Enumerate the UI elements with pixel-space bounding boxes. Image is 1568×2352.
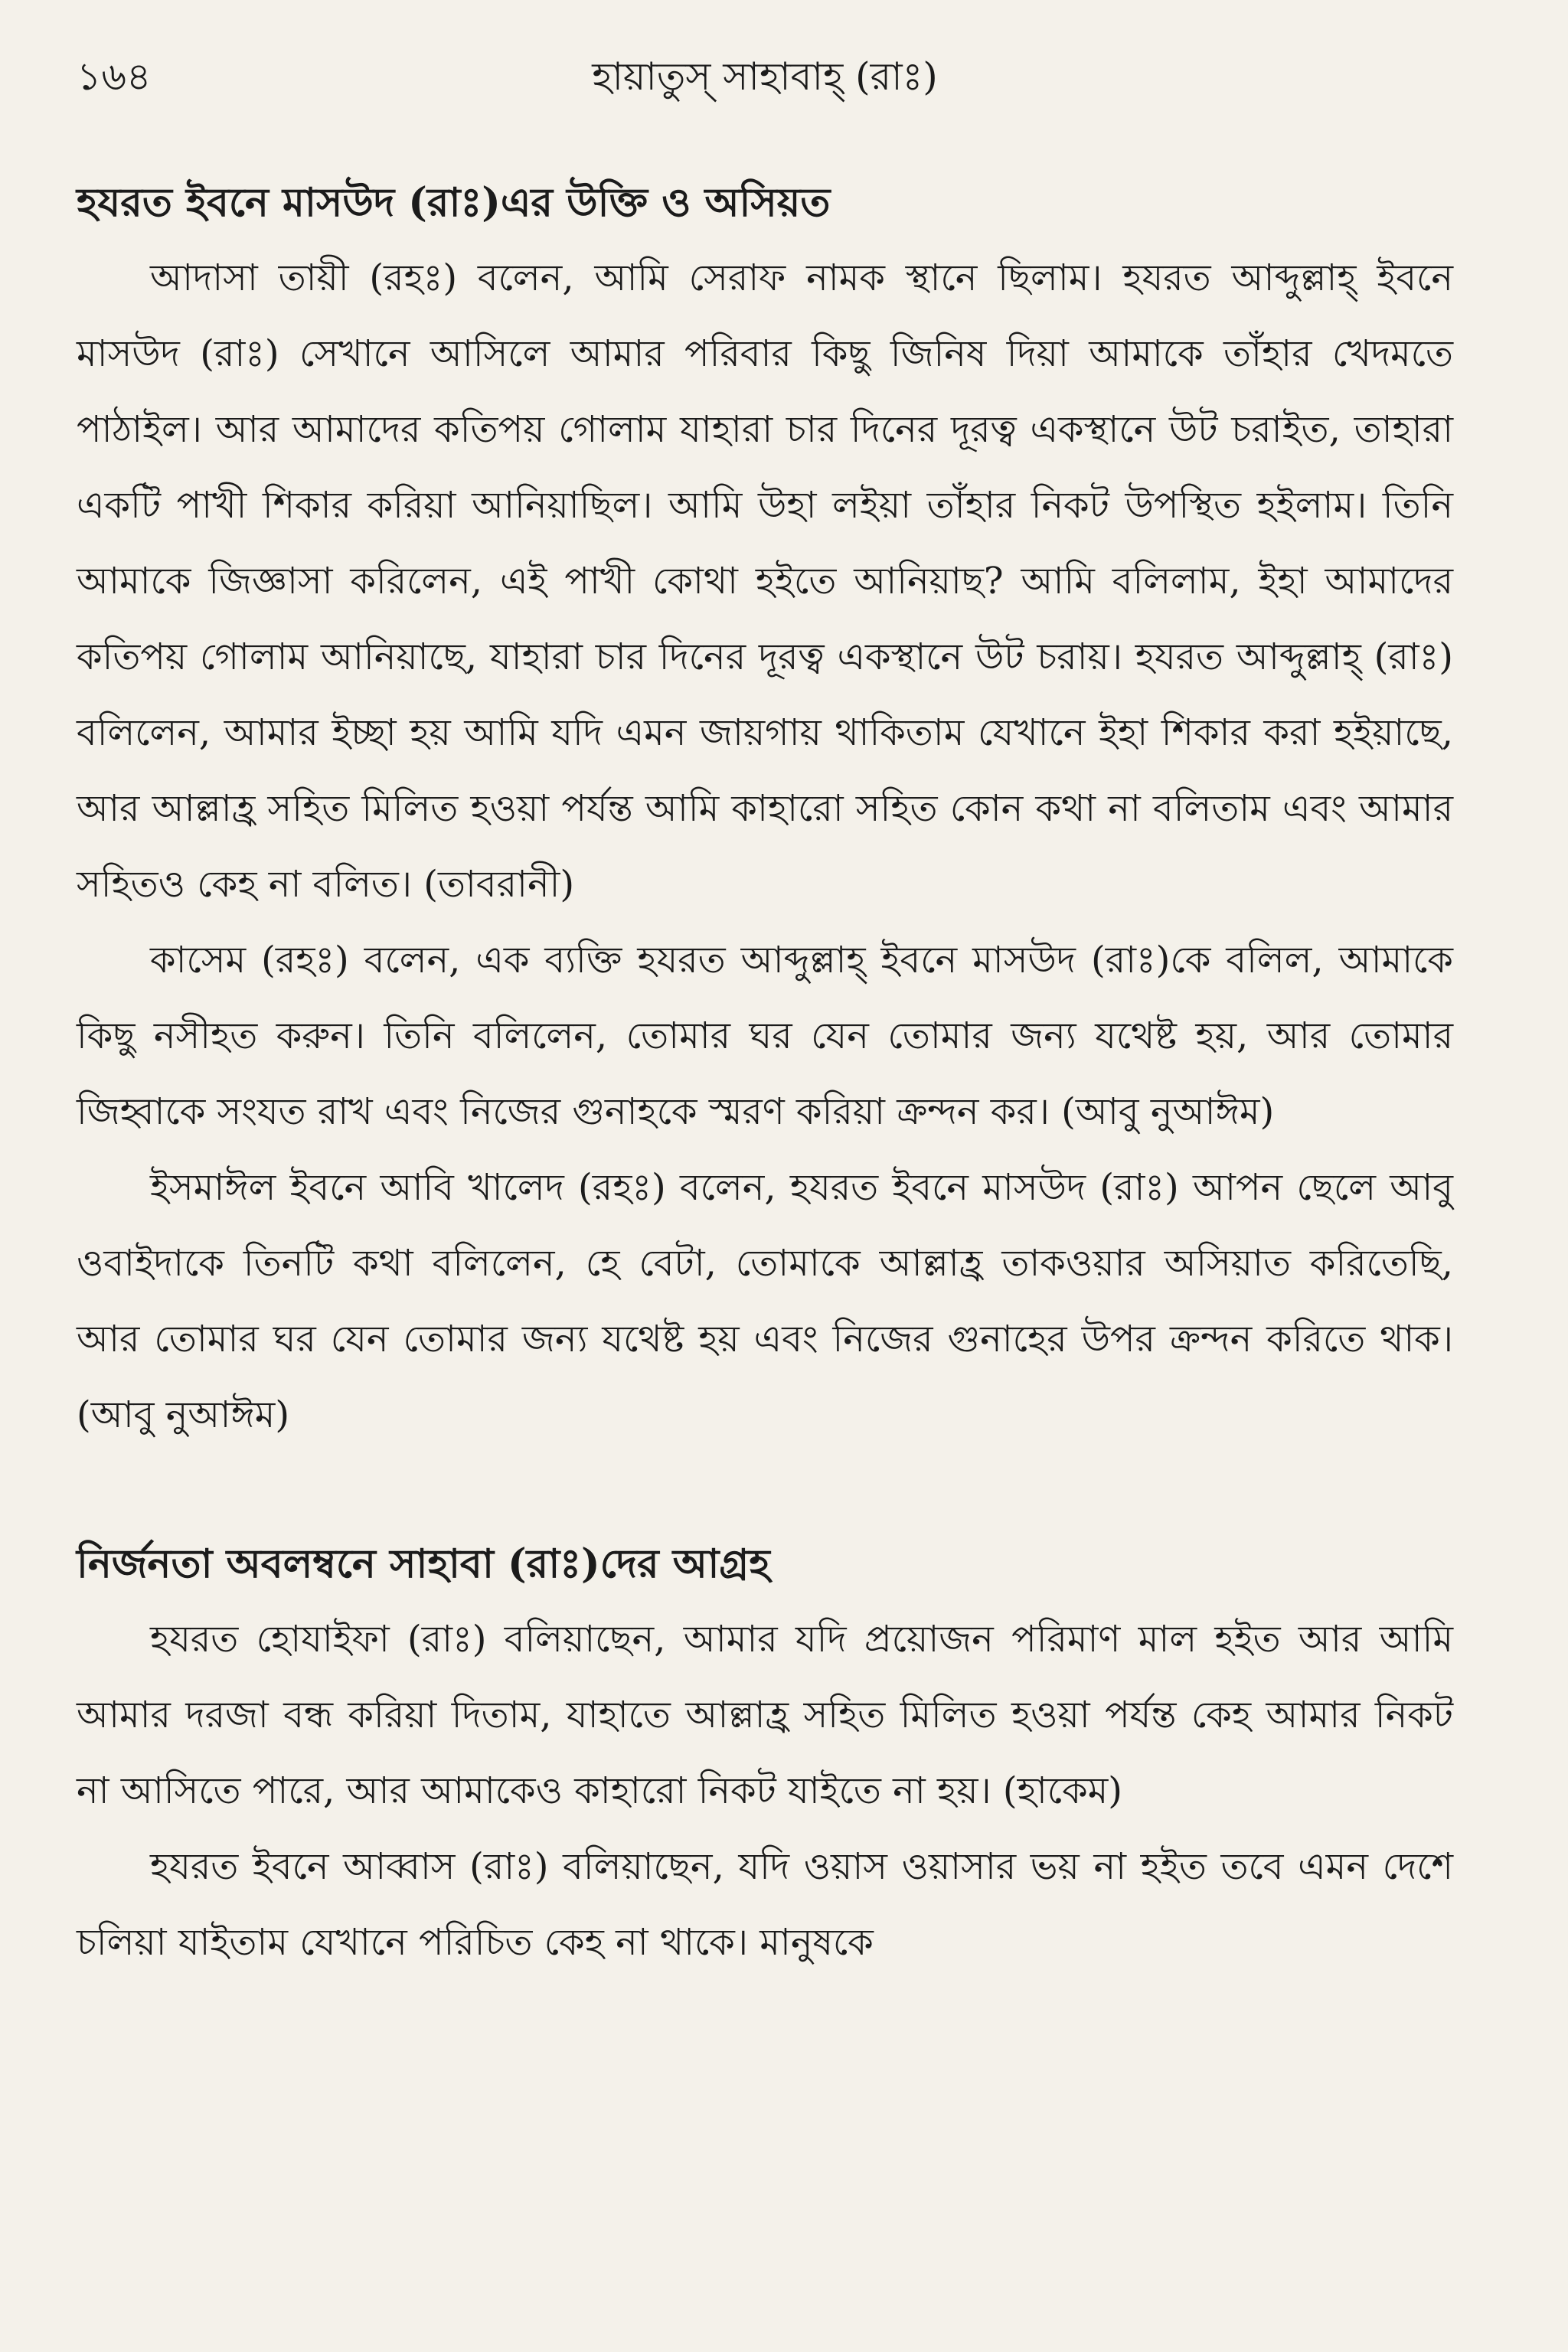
section-heading: হযরত ইবনে মাসউদ (রাঃ)এর উক্তি ও অসিয়ত [77,179,831,226]
page-number: ১৬৪ [77,54,152,99]
paragraph: হযরত ইবনে আব্বাস (রাঃ) বলিয়াছেন, যদি ওয়াস ওয়াসার ভয় না হইত তবে এমন দেশে চলিয়া যাইতাম যেখানে পরিচিত কেহ না থাকে। মানুষকে [77,1845,1453,1964]
paragraph: আদাসা তায়ী (রহঃ) বলেন, আমি সেরাফ নামক স্থানে ছিলাম। হযরত আব্দুল্লাহ্ ইবনে মাসউদ (রাঃ) সেখানে আসিলে আমার পরিবার কিছু জিনিষ দিয়া আমাকে তাঁহার খেদমতে পাঠাইল। আর আমাদের কতিপয় গোলাম যাহারা চার দিনের দূরত্ব একস্থানে উট চরাইত, তাহারা একটি পাখী শিকার করিয়া আনিয়াছিল। আমি উহা লইয়া তাঁহার নিকট উপস্থিত হইলাম। তিনি আমাকে জিজ্ঞাসা করিলেন, এই পাখী কোথা হইতে আনিয়াছ? আমি বলিলাম, ইহা আমাদের কতিপয় গোলাম আনিয়াছে, যাহারা চার দিনের দূরত্ব একস্থানে উট চরায়। হযরত আব্দুল্লাহ্ (রাঃ) বলিলেন, আমার ইচ্ছা হয় আমি যদি এমন জায়গায় থাকিতাম যেখানে ইহা শিকার করা হইয়াছে, আর আল্লাহ্র সহিত মিলিত হওয়া পর্যন্ত আমি কাহারো সহিত কোন কথা না বলিতাম এবং আমার সহিতও কেহ না বলিত। (তাবরানী) [77,256,1453,906]
paragraph: হযরত হোযাইফা (রাঃ) বলিয়াছেন, আমার যদি প্রয়োজন পরিমাণ মাল হইত আর আমি আমার দরজা বন্ধ করিয়া দিতাম, যাহাতে আল্লাহ্র সহিত মিলিত হওয়া পর্যন্ত কেহ আমার নিকট না আসিতে পারে, আর আমাকেও কাহারো নিকট যাইতে না হয়। (হাকেম) [77,1618,1453,1812]
paragraph: ইসমাঈল ইবনে আবি খালেদ (রহঃ) বলেন, হযরত ইবনে মাসউদ (রাঃ) আপন ছেলে আবু ওবাইদাকে তিনটি কথা বলিলেন, হে বেটা, তোমাকে আল্লাহ্র তাকওয়ার অসিয়াত করিতেছি, আর তোমার ঘর যেন তোমার জন্য যথেষ্ট হয় এবং নিজের গুনাহের উপর ক্রন্দন করিতে থাক। (আবু নুআঈম) [77,1166,1453,1436]
running-title: হায়াতুস্ সাহাবাহ্ (রাঃ) [592,54,938,99]
paragraph: কাসেম (রহঃ) বলেন, এক ব্যক্তি হযরত আব্দুল্লাহ্ ইবনে মাসউদ (রাঃ)কে বলিল, আমাকে কিছু নসীহত করুন। তিনি বলিলেন, তোমার ঘর যেন তোমার জন্য যথেষ্ট হয়, আর তোমার জিহ্বাকে সংযত রাখ এবং নিজের গুনাহকে স্মরণ করিয়া ক্রন্দন কর। (আবু নুআঈম) [77,939,1453,1133]
section-seclusion [77,1530,1453,1981]
section-heading: নির্জনতা অবলম্বনে সাহাবা (রাঃ)দের আগ্রহ [77,1540,770,1587]
running-header [77,31,1453,115]
section-ibn-masud-advice [77,168,1453,1453]
